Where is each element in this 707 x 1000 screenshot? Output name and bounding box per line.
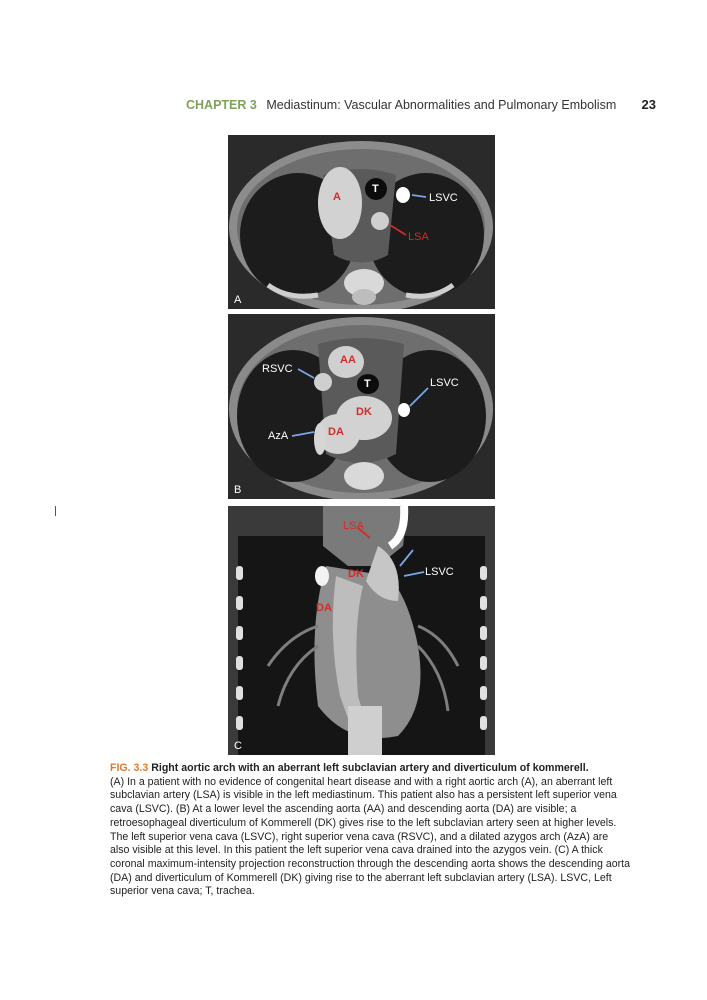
margin-mark bbox=[55, 506, 56, 516]
label-lsvc: LSVC bbox=[430, 377, 459, 389]
figure-caption bbox=[110, 762, 630, 899]
label-lsa: LSA bbox=[408, 231, 429, 243]
ct-panel-a bbox=[228, 135, 495, 309]
label-trachea: T bbox=[364, 378, 371, 390]
label-da: DA bbox=[316, 602, 332, 614]
chapter-title: Mediastinum: Vascular Abnormalities and Pulmonary Embolism bbox=[266, 98, 617, 112]
label-dk: DK bbox=[356, 406, 372, 418]
label-aorta: A bbox=[333, 191, 341, 203]
ct-panel-c bbox=[228, 506, 495, 755]
label-dk: DK bbox=[348, 568, 364, 580]
running-head bbox=[186, 98, 656, 116]
label-lsvc: LSVC bbox=[425, 566, 454, 578]
panel-letter-c: C bbox=[234, 740, 242, 752]
chapter-label: CHAPTER 3 bbox=[186, 98, 257, 112]
label-rsvc: RSVC bbox=[262, 363, 293, 375]
label-aa: AA bbox=[340, 354, 356, 366]
ct-panel-b bbox=[228, 314, 495, 499]
label-trachea: T bbox=[372, 183, 379, 195]
label-aza: AzA bbox=[268, 430, 289, 442]
figure-title: Right aortic arch with an aberrant left subclavian artery and diverticulum of kommerell. bbox=[151, 762, 589, 774]
page-number: 23 bbox=[641, 97, 656, 112]
label-lsa: LSA bbox=[343, 520, 364, 532]
figure-caption-body: (A) In a patient with no evidence of congenital heart disease and with a right aortic arch (A), an aberrant left subclavian artery (LSA) is visible in the left mediastinum. This patient also has a persistent left superior vena cava (LSVC). (B) At a lower level the ascending aorta (AA) and descending aorta (DA) are visible; a retroesophageal diverticulum of Kommerell (DK) gives rise to the left subclavian artery seen at higher levels. The left superior vena cava (LSVC), right superior vena cava (RSVC), and a dilated azygos arch (AzA) are also visible at this level. In this patient the left superior vena cava drained into the azygos vein. (C) A thick coronal maximum-intensity projection reconstruction through the descending aorta shows the descending aorta (DA) and diverticulum of Kommerell (DK) giving rise to the aberrant left subclavian artery (LSA). LSVC, Left superior vena cava; T, trachea. bbox=[110, 775, 630, 898]
figure-number: FIG. 3.3 bbox=[110, 762, 149, 774]
label-da: DA bbox=[328, 426, 344, 438]
ct-image-c bbox=[228, 506, 495, 755]
panel-letter-b: B bbox=[234, 484, 242, 496]
label-lsvc: LSVC bbox=[429, 192, 458, 204]
panel-letter-a: A bbox=[234, 294, 242, 306]
ct-image-a bbox=[228, 135, 495, 309]
